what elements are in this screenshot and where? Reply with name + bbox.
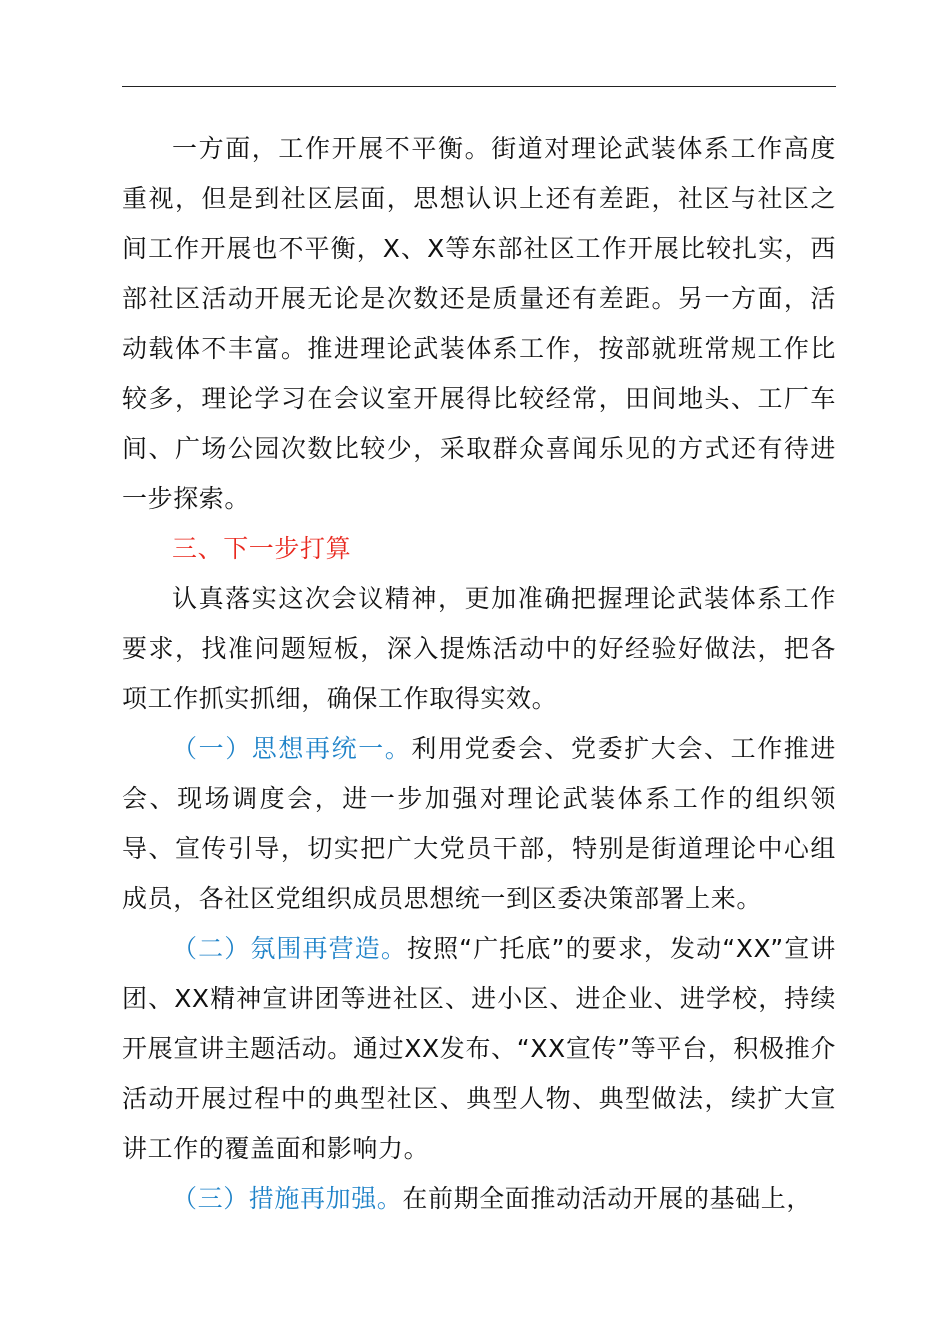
section-heading-text: 三、下一步打算 [172,534,352,563]
item-1-body: 利用党委会、党委扩大会、工作推进会、现场调度会，进一步加强对理论武装体系工作的组织领导、宣传引导，切实把广大党员干部，特别是街道理论中心组成员，各社区党组织成员思想统一到区委决策部署上来。 [122,734,836,913]
paragraph-implementation [122,574,836,724]
item-1-title: （一）思想再统一。 [172,734,412,763]
document-body [122,124,836,1224]
item-measures-strengthening [122,1174,836,1224]
item-atmosphere-building [122,924,836,1174]
item-thought-unification [122,724,836,924]
paragraph-implementation-text: 认真落实这次会议精神，更加准确把握理论武装体系工作要求，找准问题短板，深入提炼活动中的好经验好做法，把各项工作抓实抓细，确保工作取得实效。 [122,584,836,713]
item-2-title: （二）氛围再营造。 [172,934,407,963]
section-heading-next-steps [122,524,836,574]
paragraph-imbalance [122,124,836,524]
item-3-title: （三）措施再加强。 [172,1184,403,1213]
header-rule [122,86,836,87]
item-2-body: 按照“广托底”的要求，发动“XX”宣讲团、XX精神宣讲团等进社区、进小区、进企业、进学校，持续开展宣讲主题活动。通过XX发布、“XX宣传”等平台，积极推介活动开展过程中的典型社区、典型人物、典型做法，续扩大宣讲工作的覆盖面和影响力。 [122,934,837,1163]
item-3-body: 在前期全面推动活动开展的基础上， [402,1184,813,1213]
paragraph-imbalance-text: 一方面，工作开展不平衡。街道对理论武装体系工作高度重视，但是到社区层面，思想认识上还有差距，社区与社区之间工作开展也不平衡，X、X等东部社区工作开展比较扎实，西部社区活动开展无论是次数还是质量还有差距。另一方面，活动载体不丰富。推进理论武装体系工作，按部就班常规工作比较多，理论学习在会议室开展得比较经常，田间地头、工厂车间、广场公园次数比较少，采取群众喜闻乐见的方式还有待进一步探索。 [122,134,836,513]
